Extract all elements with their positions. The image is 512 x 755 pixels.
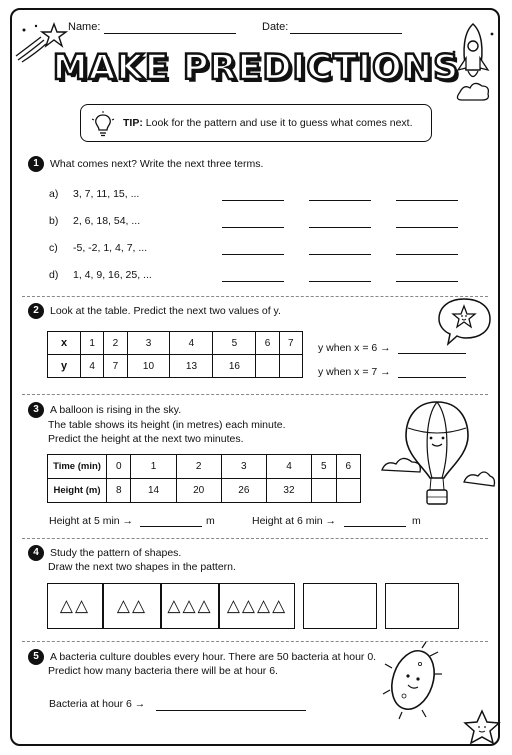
section-divider (22, 394, 488, 395)
table-cell: 6 (336, 455, 361, 479)
table-cell: 4 (266, 455, 311, 479)
q5-prompt-line: Predict how many bacteria there will be at hour 6. (48, 665, 278, 677)
table-cell: 4 (170, 332, 213, 355)
q2-table (47, 331, 303, 378)
answer-line[interactable] (396, 281, 458, 282)
q1-item-sequence: 3, 7, 11, 15, ... (73, 188, 140, 200)
answer-line[interactable] (140, 526, 202, 527)
q3-prompt-line: The table shows its height (in metres) each minute. (48, 419, 286, 431)
tip-label: TIP: (123, 117, 143, 129)
table-cell: 16 (213, 355, 256, 378)
q4-prompt-line: Draw the next two shapes in the pattern. (48, 561, 236, 573)
answer-line[interactable] (309, 227, 371, 228)
table-header-height: Height (m) (48, 479, 107, 503)
answer-line[interactable] (309, 254, 371, 255)
pattern-box: △△ (103, 583, 161, 629)
hot-air-balloon-icon (378, 398, 496, 516)
answer-line[interactable] (222, 281, 284, 282)
table-cell: 2 (104, 332, 127, 355)
table-cell: 5 (312, 455, 336, 479)
table-cell: 32 (266, 479, 311, 503)
name-label: Name: (68, 21, 101, 33)
pattern-box: △△△△ (219, 583, 295, 629)
table-cell: 5 (213, 332, 256, 355)
answer-line[interactable] (309, 281, 371, 282)
q3-answer-label: Height at 5 min → (49, 515, 134, 527)
q3-table (47, 454, 361, 503)
answer-line[interactable] (396, 254, 458, 255)
answer-line[interactable] (309, 200, 371, 201)
q1-item-sequence: 2, 6, 18, 54, ... (73, 215, 141, 227)
pattern-answer-box[interactable] (385, 583, 459, 629)
table-cell: 10 (127, 355, 170, 378)
q5-answer-label: Bacteria at hour 6 → (49, 698, 146, 710)
q4-prompt-line: Study the pattern of shapes. (50, 547, 182, 559)
answer-line[interactable] (222, 227, 284, 228)
section-divider (22, 538, 488, 539)
table-cell: 0 (107, 455, 131, 479)
star-icon (462, 708, 502, 748)
table-cell: 1 (131, 455, 176, 479)
answer-line[interactable] (398, 353, 466, 354)
table-cell: 26 (221, 479, 266, 503)
q1-item-letter: d) (49, 269, 59, 281)
table-cell: 14 (131, 479, 176, 503)
table-cell: 13 (170, 355, 213, 378)
table-cell: 6 (256, 332, 279, 355)
answer-line[interactable] (396, 200, 458, 201)
unit-label: m (412, 515, 421, 527)
table-cell-answer[interactable] (279, 355, 302, 378)
q1-item-letter: a) (49, 188, 59, 200)
question-number: 5 (28, 649, 44, 665)
answer-line[interactable] (156, 710, 306, 711)
pattern-answer-box[interactable] (303, 583, 377, 629)
q1-item-letter: c) (49, 242, 58, 254)
table-cell-answer[interactable] (256, 355, 279, 378)
q1-prompt: What comes next? Write the next three terms. (50, 158, 264, 170)
table-cell-answer[interactable] (312, 479, 336, 503)
name-field[interactable] (104, 33, 236, 34)
table-cell: 2 (176, 455, 221, 479)
table-header-x: x (48, 332, 81, 355)
tip-text-row (123, 117, 413, 129)
table-cell: 7 (104, 355, 127, 378)
table-cell: 7 (279, 332, 302, 355)
section-divider (22, 296, 488, 297)
q3-answer-label: Height at 6 min → (252, 515, 337, 527)
table-header-time: Time (min) (48, 455, 107, 479)
answer-line[interactable] (222, 254, 284, 255)
tip-box (80, 104, 432, 142)
table-cell: 8 (107, 479, 131, 503)
table-cell-answer[interactable] (336, 479, 361, 503)
q2-answer-label: y when x = 6 → (318, 342, 391, 354)
pattern-box: △△ (47, 583, 103, 629)
light-bulb-icon (91, 111, 115, 137)
q2-prompt: Look at the table. Predict the next two values of y. (50, 305, 281, 317)
table-cell: 3 (221, 455, 266, 479)
bacteria-icon (382, 640, 444, 720)
star-speech-bubble-icon (436, 296, 494, 348)
q1-item-letter: b) (49, 215, 59, 227)
q1-item-sequence: -5, -2, 1, 4, 7, ... (73, 242, 148, 254)
q2-answer-label: y when x = 7 → (318, 366, 391, 378)
question-number: 4 (28, 545, 44, 561)
question-number: 2 (28, 303, 44, 319)
q5-prompt-line: A bacteria culture doubles every hour. There are 50 bacteria at hour 0. (50, 651, 377, 663)
unit-label: m (206, 515, 215, 527)
answer-line[interactable] (396, 227, 458, 228)
date-field[interactable] (290, 33, 402, 34)
q3-prompt-line: A balloon is rising in the sky. (50, 404, 182, 416)
table-cell: 1 (81, 332, 104, 355)
q3-prompt-line: Predict the height at the next two minutes. (48, 433, 244, 445)
table-cell: 4 (81, 355, 104, 378)
answer-line[interactable] (344, 526, 406, 527)
question-number: 3 (28, 402, 44, 418)
tip-text: Look for the pattern and use it to guess what comes next. (145, 117, 413, 129)
answer-line[interactable] (222, 200, 284, 201)
table-header-y: y (48, 355, 81, 378)
pattern-box: △△△ (161, 583, 219, 629)
q1-item-sequence: 1, 4, 9, 16, 25, ... (73, 269, 152, 281)
question-number: 1 (28, 156, 44, 172)
answer-line[interactable] (398, 377, 466, 378)
table-cell: 20 (176, 479, 221, 503)
table-cell: 3 (127, 332, 170, 355)
page-title: MAKE PREDICTIONS (52, 48, 460, 88)
date-label: Date: (262, 21, 289, 33)
